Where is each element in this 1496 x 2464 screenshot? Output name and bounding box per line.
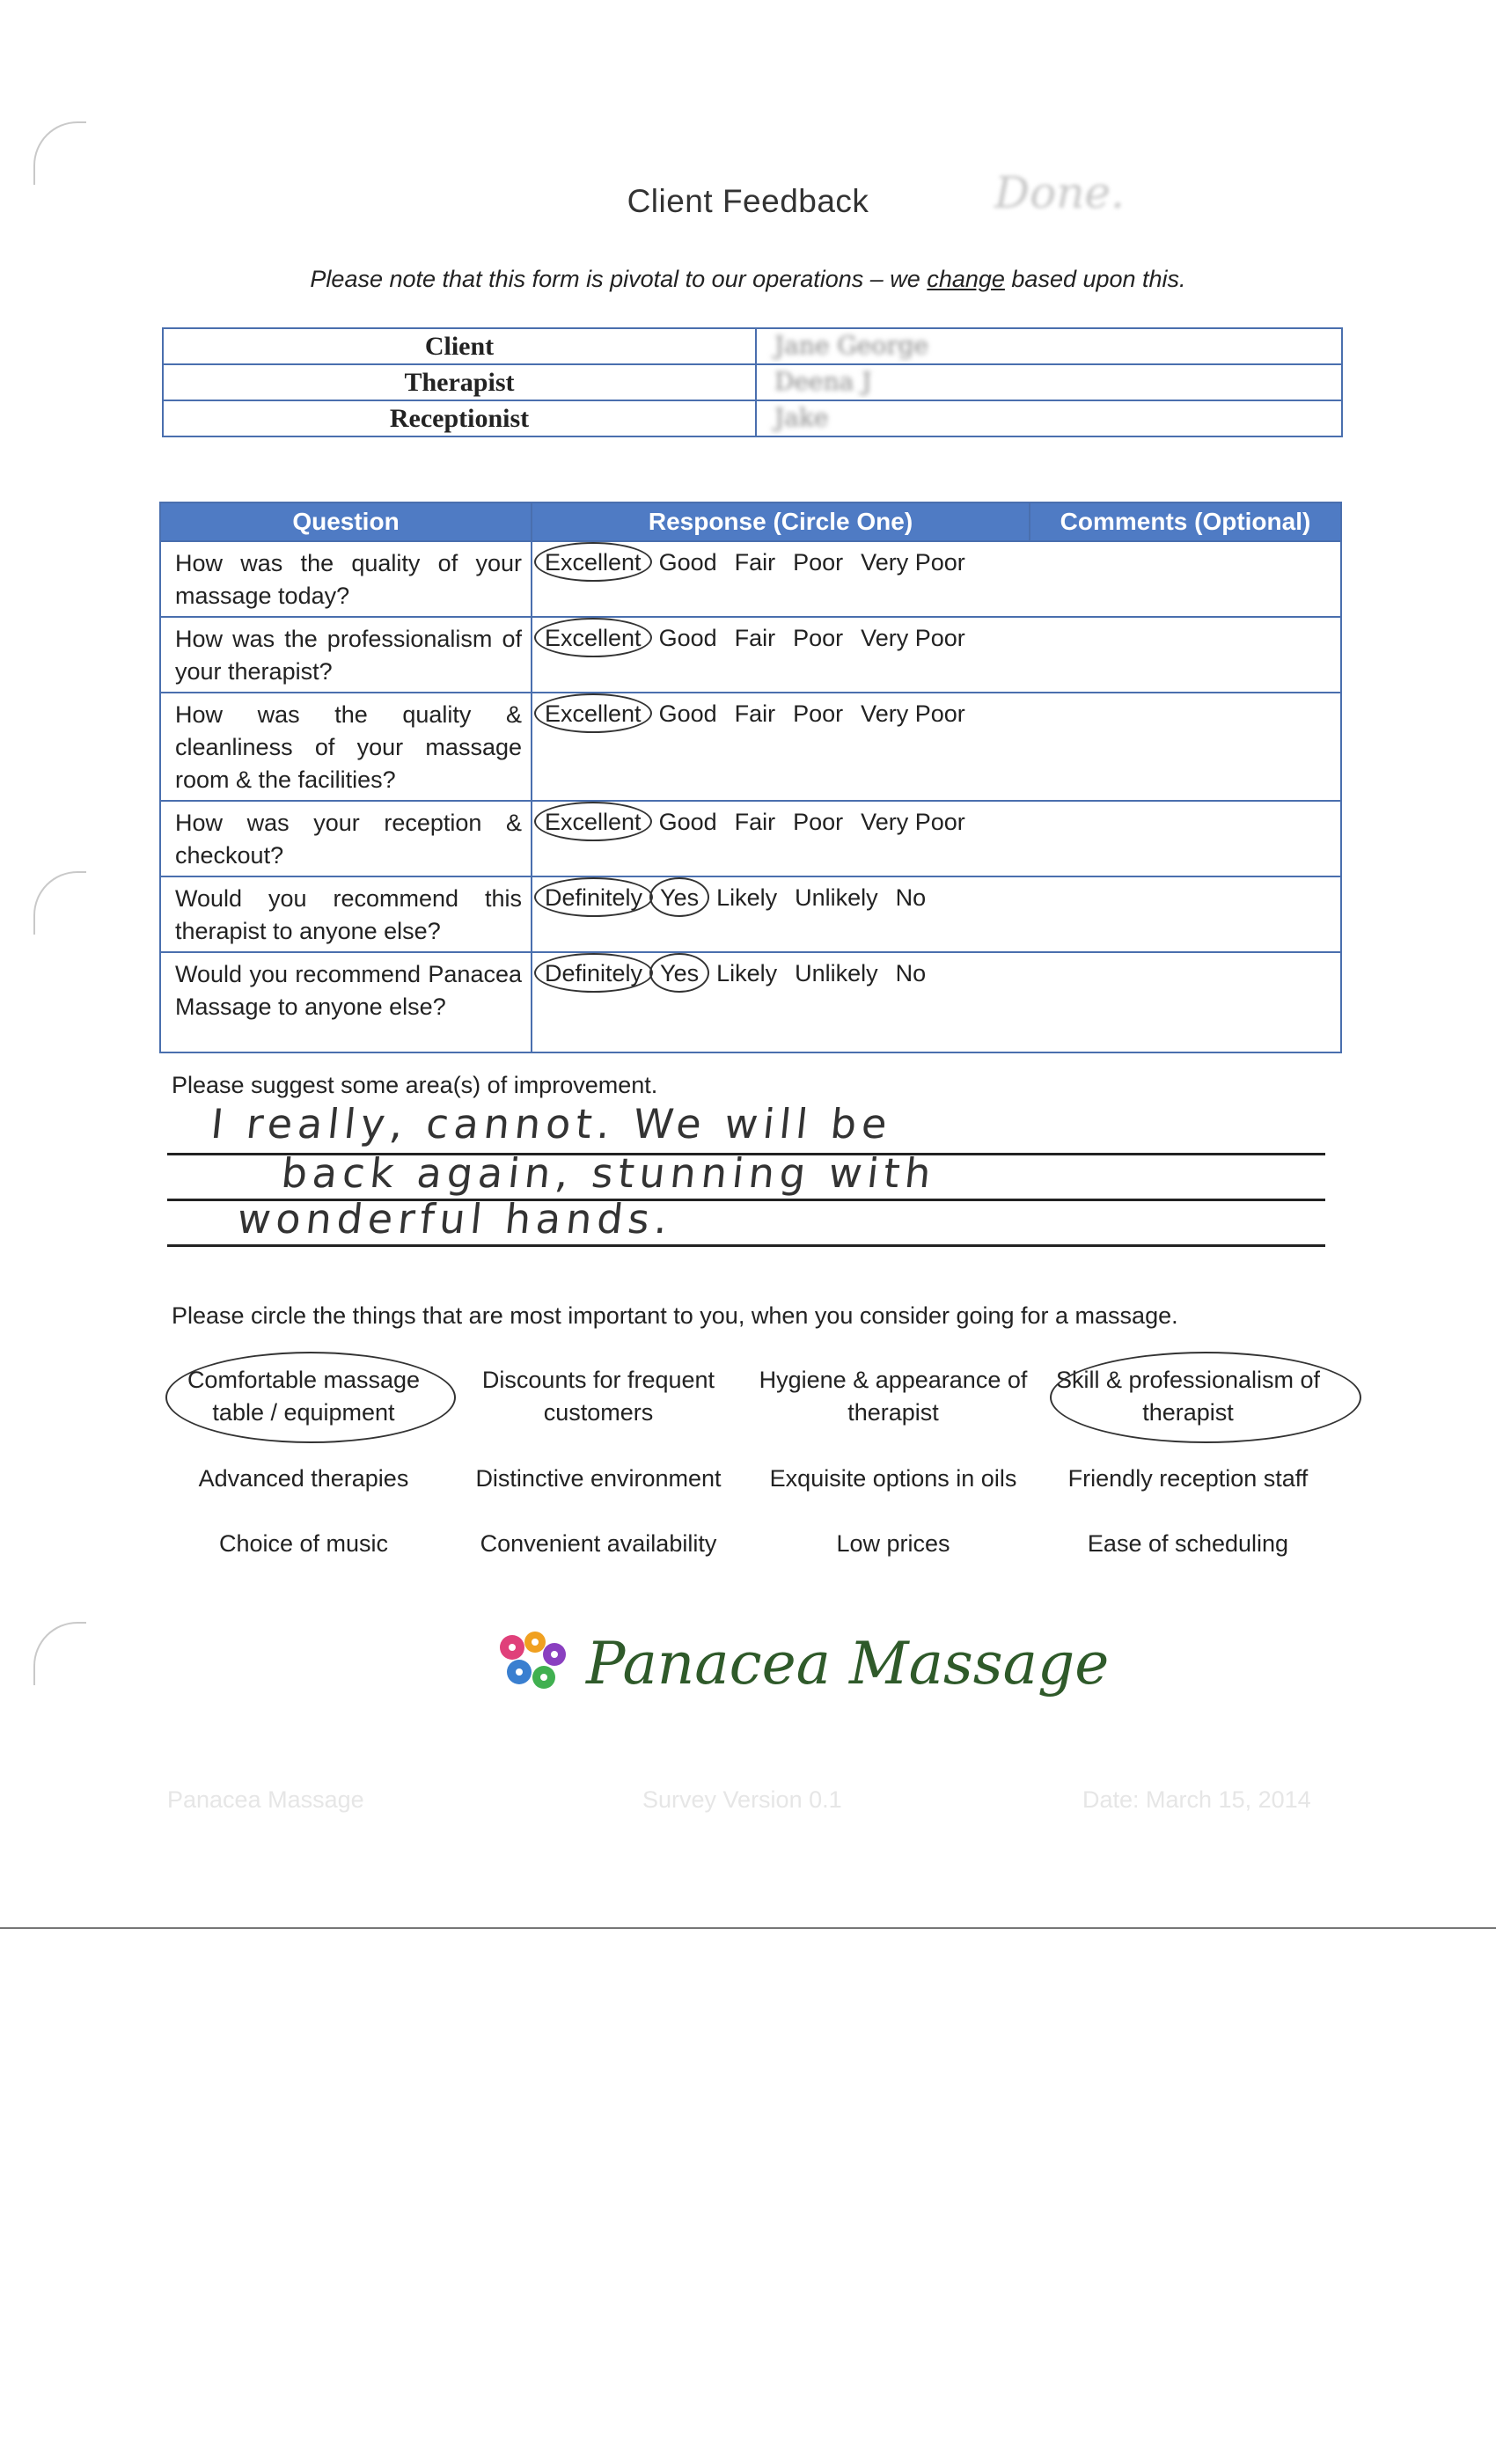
- response-option-good[interactable]: Good: [658, 700, 717, 727]
- response-option-unlikely[interactable]: Unlikely: [795, 884, 878, 911]
- response-option-unlikely[interactable]: Unlikely: [795, 960, 878, 986]
- header-response: Response (Circle One): [532, 502, 1030, 541]
- question-row: [160, 617, 1341, 693]
- question-table: [159, 502, 1342, 1053]
- importance-item[interactable]: Ease of scheduling: [1087, 1530, 1289, 1557]
- comment-cell[interactable]: [1030, 541, 1341, 617]
- importance-item[interactable]: Advanced therapies: [198, 1465, 409, 1492]
- response-option-poor[interactable]: Poor: [793, 809, 844, 835]
- info-value-receptionist[interactable]: [756, 400, 1342, 436]
- response-option-good[interactable]: Good: [658, 625, 717, 651]
- info-row: [163, 328, 1342, 364]
- info-row: [163, 400, 1342, 436]
- info-table: [162, 327, 1343, 437]
- response-options: [532, 801, 1030, 876]
- header-question: Question: [160, 502, 532, 541]
- punch-hole-top: [33, 121, 86, 185]
- response-option-very-poor[interactable]: Very Poor: [861, 809, 965, 835]
- response-option-yes[interactable]: Yes: [660, 960, 700, 986]
- response-options: [532, 541, 1030, 617]
- note-underlined: change: [927, 266, 1005, 292]
- importance-label: Please circle the things that are most important to you, when you consider going for a massage.: [172, 1302, 1178, 1329]
- importance-item[interactable]: Comfortable massage table / equipment: [187, 1367, 421, 1426]
- flower-cluster-icon: [493, 1628, 572, 1698]
- form-note: [0, 266, 1496, 293]
- note-before: Please note that this form is pivotal to our operations – we: [310, 266, 928, 292]
- improvement-label: Please suggest some area(s) of improvement.: [172, 1072, 658, 1098]
- importance-item[interactable]: Hygiene & appearance of therapist: [759, 1367, 1028, 1426]
- info-value-client[interactable]: [756, 328, 1342, 364]
- done-mark: Done.: [994, 167, 1125, 218]
- question-text: How was the quality & cleanliness of your massage room & the facilities?: [160, 693, 532, 801]
- response-option-good[interactable]: Good: [658, 809, 717, 835]
- receptionist-name: Jake: [774, 403, 829, 432]
- importance-item[interactable]: Friendly reception staff: [1067, 1465, 1309, 1492]
- response-option-excellent[interactable]: Excellent: [545, 700, 642, 727]
- question-text: Would you recommend Panacea Massage to anyone else?: [160, 952, 532, 1052]
- header-comments: Comments (Optional): [1030, 502, 1341, 541]
- response-option-very-poor[interactable]: Very Poor: [861, 625, 965, 651]
- circle-mark: [165, 1352, 456, 1443]
- question-row: [160, 801, 1341, 876]
- client-name: Jane George: [774, 331, 929, 360]
- question-row: [160, 876, 1341, 952]
- response-options: [532, 693, 1030, 801]
- response-option-likely[interactable]: Likely: [716, 884, 778, 911]
- comment-cell[interactable]: [1030, 617, 1341, 693]
- info-label-receptionist: Receptionist: [163, 400, 756, 436]
- comment-cell[interactable]: [1030, 876, 1341, 952]
- scan-edge: [0, 1927, 1496, 1929]
- therapist-name: Deena J: [774, 367, 872, 396]
- response-option-fair[interactable]: Fair: [734, 700, 776, 727]
- question-row: [160, 952, 1341, 1052]
- response-option-excellent[interactable]: Excellent: [545, 625, 642, 651]
- response-option-poor[interactable]: Poor: [793, 700, 844, 727]
- response-option-very-poor[interactable]: Very Poor: [861, 700, 965, 727]
- importance-item[interactable]: Skill & professionalism of therapist: [1055, 1367, 1321, 1426]
- response-option-good[interactable]: Good: [658, 549, 717, 576]
- footer-right: Date: March 15, 2014: [1082, 1786, 1311, 1813]
- importance-item[interactable]: Exquisite options in oils: [769, 1465, 1017, 1492]
- question-text: How was the professionalism of your therapist?: [160, 617, 532, 693]
- info-label-client: Client: [163, 328, 756, 364]
- info-row: [163, 364, 1342, 400]
- response-option-fair[interactable]: Fair: [734, 809, 776, 835]
- response-option-excellent[interactable]: Excellent: [545, 549, 642, 576]
- importance-item[interactable]: Choice of music: [218, 1530, 389, 1557]
- response-option-fair[interactable]: Fair: [734, 549, 776, 576]
- importance-item[interactable]: Convenient availability: [480, 1530, 717, 1557]
- response-option-yes[interactable]: Yes: [660, 884, 700, 911]
- response-option-poor[interactable]: Poor: [793, 549, 844, 576]
- response-options: [532, 952, 1030, 1052]
- improvement-line-3: [167, 1244, 1325, 1247]
- circle-mark: [1050, 1352, 1361, 1443]
- punch-hole-middle: [33, 871, 86, 935]
- footer-left: Panacea Massage: [167, 1786, 364, 1813]
- importance-item[interactable]: Distinctive environment: [475, 1465, 722, 1492]
- importance-item[interactable]: Discounts for frequent customers: [481, 1367, 715, 1426]
- page-title: Client Feedback: [627, 183, 869, 219]
- comment-cell[interactable]: [1030, 693, 1341, 801]
- info-label-therapist: Therapist: [163, 364, 756, 400]
- question-text: How was the quality of your massage today?: [160, 541, 532, 617]
- response-option-poor[interactable]: Poor: [793, 625, 844, 651]
- response-option-fair[interactable]: Fair: [734, 625, 776, 651]
- importance-item[interactable]: Low prices: [836, 1530, 950, 1557]
- response-option-no[interactable]: No: [895, 884, 927, 911]
- handwriting-line-2: back again, stunning with: [279, 1149, 939, 1197]
- comment-cell[interactable]: [1030, 952, 1341, 1052]
- question-row: [160, 541, 1341, 617]
- note-after: based upon this.: [1004, 266, 1186, 292]
- punch-hole-bottom: [33, 1622, 86, 1685]
- response-option-very-poor[interactable]: Very Poor: [861, 549, 965, 576]
- question-header-row: [160, 502, 1341, 541]
- info-value-therapist[interactable]: [756, 364, 1342, 400]
- response-option-excellent[interactable]: Excellent: [545, 809, 642, 835]
- handwriting-line-3: wonderful hands.: [235, 1195, 676, 1243]
- response-option-no[interactable]: No: [895, 960, 927, 986]
- response-option-definitely[interactable]: Definitely: [545, 960, 643, 986]
- comment-cell[interactable]: [1030, 801, 1341, 876]
- handwriting-line-1: I really, cannot. We will be: [209, 1100, 895, 1148]
- question-text: Would you recommend this therapist to anyone else?: [160, 876, 532, 952]
- response-option-definitely[interactable]: Definitely: [545, 884, 643, 911]
- footer-center: Survey Version 0.1: [642, 1786, 842, 1813]
- brand-name: Panacea Massage: [586, 1629, 1110, 1698]
- response-options: [532, 617, 1030, 693]
- question-row: [160, 693, 1341, 801]
- brand: [493, 1628, 1109, 1698]
- response-options: [532, 876, 1030, 952]
- response-option-likely[interactable]: Likely: [716, 960, 778, 986]
- question-text: How was your reception & checkout?: [160, 801, 532, 876]
